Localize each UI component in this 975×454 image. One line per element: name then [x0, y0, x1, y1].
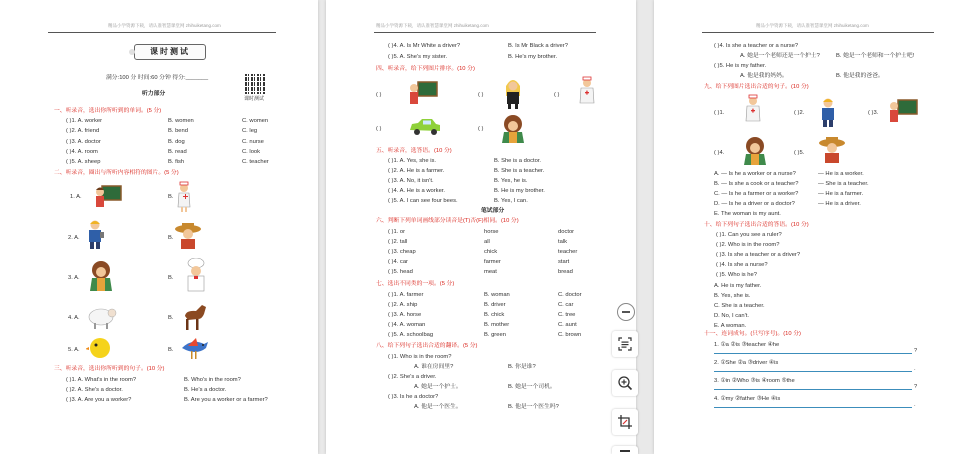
score-info: 满分:100 分 时间:60 分钟 得分:_______ [106, 75, 209, 81]
list-item: B. 他是我的爸爸。 [836, 73, 884, 79]
farmer-picture [174, 220, 202, 250]
list-item: ( )1. Who is in the room? [388, 354, 452, 360]
list-item: ( )5. A. schoolbag [388, 332, 434, 338]
answer-line [714, 353, 912, 354]
list-item: B. Yes, I can. [494, 198, 528, 204]
section-7-heading: 七、选出不同类的一项。(5 分) [376, 281, 455, 287]
list-item: . [914, 402, 916, 408]
list-item: ( )4. A. Is Mr White a driver? [388, 43, 461, 49]
list-item: A. 他是我的妈妈。 [740, 73, 788, 79]
list-item: ( )2. A. ship [388, 302, 418, 308]
answer-line [714, 389, 912, 390]
list-item: 3. ①in ②Who ③is ④room ⑤the [714, 378, 795, 384]
list-item: bread [558, 269, 573, 275]
list-item: B. fish [168, 159, 185, 165]
list-item: C. doctor [558, 292, 582, 298]
list-item: C. teacher [242, 159, 269, 165]
minus-icon [622, 311, 630, 313]
document-page-2 [326, 0, 636, 454]
qr-caption: 课时测试 [244, 96, 265, 102]
option-label: 4. A. [68, 315, 80, 321]
list-item: B. woman [484, 292, 510, 298]
list-item: B. 他是一个医生吗? [508, 404, 559, 410]
farmer-picture [818, 134, 846, 164]
zoom-in-icon [617, 375, 633, 391]
option-label: 3. A. [68, 275, 80, 281]
page-title: 课时测试 [134, 44, 206, 60]
list-item: B. Is Mr Black a driver? [508, 43, 568, 49]
zoom-in-button[interactable] [612, 370, 638, 396]
list-item: C. aunt [558, 322, 577, 328]
section-8-heading: 八、给下列句子选出合适的翻译。(5 分) [376, 343, 478, 349]
list-item: 1. ①a ②is ③teacher ④he [714, 342, 780, 348]
list-item: B. Are you a worker or a farmer? [184, 397, 268, 403]
sheep-picture [86, 303, 118, 331]
more-tools-button[interactable] [612, 446, 638, 454]
list-item: all [484, 239, 490, 245]
worker-picture [818, 96, 838, 128]
list-item: A. — Is he a worker or a nurse? [714, 171, 796, 177]
teacher-at-blackboard-picture [406, 80, 438, 106]
list-item: A. 谁在房间里? [414, 364, 454, 370]
list-item: ( )3. A. horse [388, 312, 422, 318]
list-item: B. mother [484, 322, 510, 328]
list-item: ( )2. A. friend [66, 128, 100, 134]
answer-bracket: ( )5. [794, 150, 805, 156]
part-heading-listening: 听力部分 [142, 91, 166, 97]
list-item: C. leg [242, 128, 258, 134]
crop-button[interactable] [612, 409, 638, 435]
page-header: 精品小学资源下载，请认准智慧课堂网 zhihuiketang.com [376, 23, 489, 28]
list-item: B. 你是谁? [508, 364, 536, 370]
list-item: C. look [242, 149, 261, 155]
answer-bracket: ( ) [376, 126, 382, 132]
answer-line [714, 371, 912, 372]
text-recognition-icon [617, 336, 633, 352]
page-header: 精品小学资源下载，请认准智慧课堂网 zhihuiketang.com [108, 23, 221, 28]
list-item: talk [558, 239, 568, 245]
nurse-picture [744, 94, 762, 126]
cook-picture [184, 258, 208, 292]
header-rule [48, 32, 276, 33]
list-item: ( )3. cheap [388, 249, 416, 255]
option-label: 5. A. [68, 347, 80, 353]
list-item: ( )3. A. doctor [66, 139, 101, 145]
list-item: ( )3. A. Are you a worker? [66, 397, 132, 403]
horse-picture [180, 302, 210, 332]
list-item: C. tree [558, 312, 576, 318]
car-picture [408, 118, 442, 136]
list-item: B. Yes, she is. [714, 293, 751, 299]
list-item: ( )4. Is she a nurse? [716, 262, 768, 268]
answer-bracket: ( ) [376, 92, 382, 98]
zoom-out-button[interactable] [617, 303, 635, 321]
answer-bracket: ( ) [478, 92, 484, 98]
document-page-3 [654, 0, 975, 454]
list-item: ( )4. A. He is a worker. [388, 188, 446, 194]
list-item: B. read [168, 149, 187, 155]
list-item: ( )3. Is she a teacher or a driver? [716, 252, 801, 258]
list-item: . [914, 366, 916, 372]
list-item: ( )5. head [388, 269, 413, 275]
section-10-heading: 十、给下列句子选出合适的答语。(10 分) [704, 222, 809, 228]
list-item: horse [484, 229, 499, 235]
list-item: B. green [484, 332, 506, 338]
list-item: B. women [168, 118, 194, 124]
list-item: ( )1. Can you see a ruler? [716, 232, 782, 238]
list-item: B. She is a doctor. [494, 158, 542, 164]
teacher-at-blackboard-picture [92, 184, 122, 210]
list-item: A. 她是一个护士。 [414, 384, 462, 390]
list-item: A. 他是一个医生。 [414, 404, 462, 410]
answer-line [714, 407, 912, 408]
teacher-at-blackboard-picture [886, 98, 918, 124]
section-11-heading: 十一、连词成句。(只写序号)。(10 分) [704, 331, 801, 337]
list-item: E. The woman is my aunt. [714, 211, 781, 217]
answer-bracket: ( )3. [868, 110, 879, 116]
list-item: teacher [558, 249, 578, 255]
list-item: B. She is a teacher. [494, 168, 545, 174]
list-item: B. 她是一个老师和一个护士吧! [836, 53, 915, 59]
list-item: B. He is my brother. [494, 188, 545, 194]
list-item: ( )2. Who is in the room? [716, 242, 780, 248]
list-item: C. women [242, 118, 269, 124]
crop-icon [617, 414, 633, 430]
list-item: B. He's a doctor. [184, 387, 227, 393]
section-6-heading: 六、判断下列单词画线部分读音是(T)否(F)相同。(10 分) [376, 218, 519, 224]
list-item: ( )2. A. He is a farmer. [388, 168, 445, 174]
list-item: ( )4. car [388, 259, 408, 265]
list-item: chick [484, 249, 498, 255]
list-item: — He is a farmer. [818, 191, 864, 197]
list-item: start [558, 259, 570, 265]
list-item: ( )4. A. woman [388, 322, 426, 328]
option-label: B. [168, 347, 174, 353]
answer-bracket: ( )2. [794, 110, 805, 116]
part-heading-written: 笔试部分 [481, 208, 505, 214]
answer-bracket: ( ) [554, 92, 560, 98]
list-item: ( )4. Is she a teacher or a nurse? [714, 43, 799, 49]
list-item: B. chick [484, 312, 505, 318]
list-item: B. He's my brother. [508, 54, 558, 60]
text-recognition-button[interactable] [612, 331, 638, 357]
section-4-heading: 四、听录音，给下列图片排序。(10 分) [376, 66, 475, 72]
answer-bracket: ( ) [478, 126, 484, 132]
section-1-heading: 一、听录音，选出你所听到的单词。(5 分) [54, 108, 162, 114]
answer-bracket: ( )4. [714, 150, 725, 156]
list-item: doctor [558, 229, 575, 235]
woman-picture [86, 260, 116, 292]
answer-bracket: ( )1. [714, 110, 725, 116]
list-item: B. driver [484, 302, 506, 308]
section-9-heading: 九、给下列图片选出合适的句子。(10 分) [704, 84, 809, 90]
woman-picture [740, 136, 770, 166]
list-item: B. Yes, he is. [494, 178, 528, 184]
list-item: ( )1. A. worker [66, 118, 103, 124]
list-item: ( )1. or [388, 229, 406, 235]
list-item: ( )2. A. She's a doctor. [66, 387, 123, 393]
menu-icon [620, 450, 630, 452]
list-item: B. Who's in the room? [184, 377, 241, 383]
list-item: D. — Is he a driver or a doctor? [714, 201, 795, 207]
qr-code-icon [245, 74, 265, 94]
list-item: C. brown [558, 332, 582, 338]
list-item: ( )5. A. I can see four bees. [388, 198, 458, 204]
list-item: ( )5. A. sheep [66, 159, 101, 165]
list-item: ? [914, 384, 918, 390]
list-item: — He is a driver. [818, 201, 861, 207]
list-item: A. 她是一个老师还是一个护士? [740, 53, 820, 59]
option-label: 2. A. [68, 235, 80, 241]
list-item: B. bend [168, 128, 188, 134]
list-item: ( )3. A. No, it isn't. [388, 178, 434, 184]
list-item: C. car [558, 302, 574, 308]
list-item: 2. ①She ②a ③driver ④is [714, 360, 779, 366]
list-item: ? [914, 348, 918, 354]
bird-picture [178, 336, 210, 362]
page-header: 精品小学资源下载，请认准智慧课堂网 zhihuiketang.com [756, 23, 869, 28]
list-item: C. nurse [242, 139, 264, 145]
list-item: 4. ①my ②father ③He ④is [714, 396, 781, 402]
nurse-picture [176, 181, 192, 213]
list-item: ( )2. tall [388, 239, 408, 245]
list-item: E. A woman. [714, 323, 747, 329]
option-label: B. [168, 194, 174, 200]
option-label: 1. A. [70, 194, 82, 200]
worker-picture [84, 218, 106, 250]
list-item: B. dog [168, 139, 185, 145]
list-item: ( )1. A. farmer [388, 292, 424, 298]
list-item: ( )3. Is he a doctor? [388, 394, 439, 400]
woman-picture [498, 114, 528, 144]
list-item: — He is a worker. [818, 171, 864, 177]
nurse-picture [578, 76, 596, 110]
header-rule [702, 32, 934, 33]
header-rule [374, 32, 596, 33]
section-3-heading: 三、听录音，选出你所听到的句子。(10 分) [54, 366, 165, 372]
section-5-heading: 五、听录音，选答语。(10 分) [376, 148, 452, 154]
list-item: ( )1. A. Yes, she is. [388, 158, 437, 164]
list-item: ( )2. She's a driver. [388, 374, 437, 380]
woman-picture [502, 76, 524, 110]
list-item: ( )5. A. She's my sister. [388, 54, 448, 60]
list-item: C. — Is he a farmer or a worker? [714, 191, 799, 197]
list-item: C. She is a teacher. [714, 303, 765, 309]
option-label: B. [168, 235, 174, 241]
list-item: ( )5. Who is he? [716, 272, 757, 278]
list-item: ( )5. He is my father. [714, 63, 767, 69]
list-item: D. No, I can't. [714, 313, 749, 319]
document-page-1 [0, 0, 318, 454]
list-item: B. — Is she a cook or a teacher? [714, 181, 799, 187]
list-item: ( )1. A. What's in the room? [66, 377, 137, 383]
list-item: A. He is my father. [714, 283, 762, 289]
list-item: — She is a teacher. [818, 181, 869, 187]
list-item: B. 她是一个司机。 [508, 384, 556, 390]
list-item: ( )4. A. room [66, 149, 98, 155]
list-item: meat [484, 269, 497, 275]
section-2-heading: 二、听录音，圈出与所听内容相符的图片。(5 分) [54, 170, 179, 176]
option-label: B. [168, 275, 174, 281]
option-label: B. [168, 315, 174, 321]
list-item: farmer [484, 259, 501, 265]
chick-picture [86, 334, 114, 360]
